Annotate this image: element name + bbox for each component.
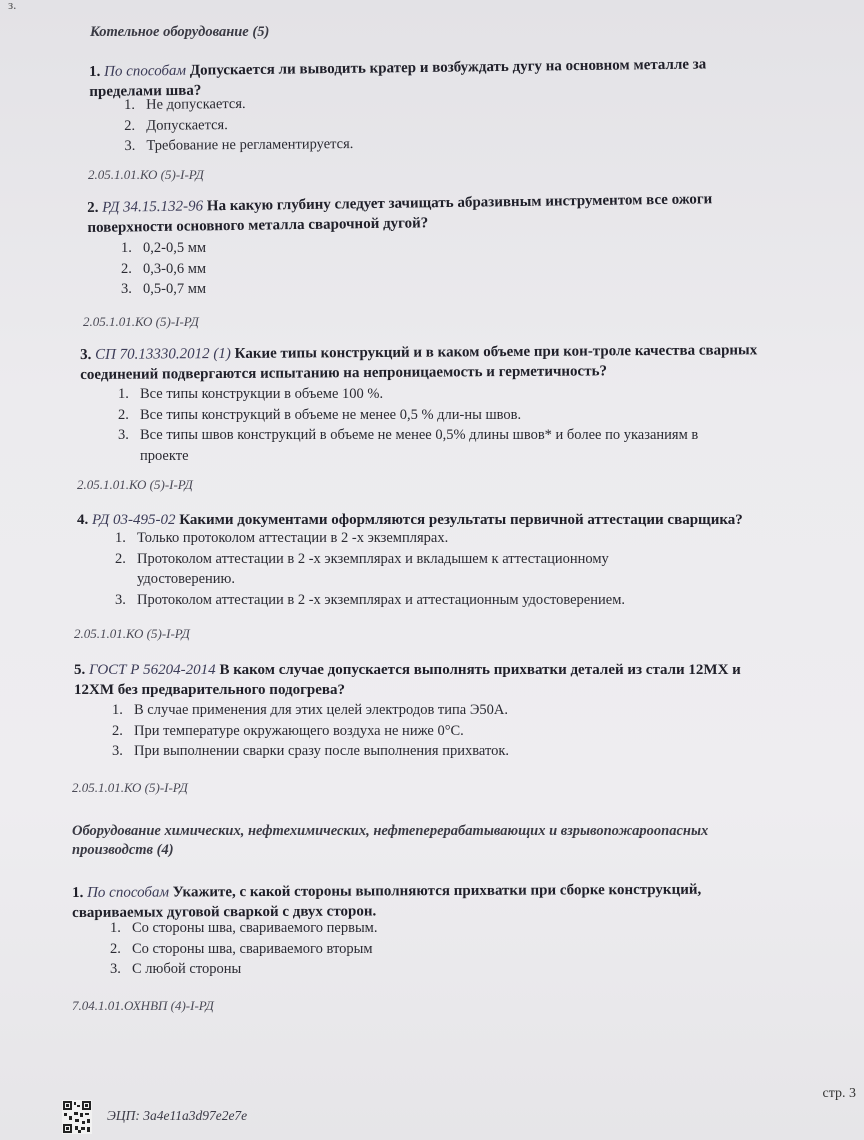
answer-options-q4: [115, 528, 815, 610]
answer-options-q3: [118, 384, 798, 466]
question-3: 3. СП 70.13330.2012 (1) Какие типы конструкций и в каком объеме при кон-троле качества сварных соединений подвергаются испытанию на непроницаемость и герметичность?: [80, 340, 820, 385]
question-reference: По способам: [87, 884, 170, 901]
answer-options-q6: [110, 918, 810, 980]
answer-option: 1. Все типы конструкции в объеме 100 %.: [118, 386, 384, 402]
answer-option: 3. Протоколом аттестации в 2 -х экземплярах и аттестационным удостоверением.: [115, 591, 625, 608]
section-title-chemical: Оборудование химических, нефтехимических, нефтеперерабатывающих и взрывопожароопасных производств (4): [72, 823, 709, 858]
answer-option: 2. Протоколом аттестации в 2 -х экземплярах и вкладышем к аттестационному удостоверению.: [115, 550, 609, 587]
qr-code-icon: [62, 1100, 92, 1134]
answer-option: 1. 0,2-0,5 мм: [121, 240, 207, 256]
answer-option: 2. Допускается.: [124, 116, 228, 134]
answer-option: 2. При температуре окружающего воздуха не ниже 0°С.: [112, 722, 464, 739]
question-reference: СП 70.13330.2012 (1): [95, 345, 231, 363]
question-text-cont: соединений подвергаются испытанию на непроницаемость и герметичность?: [80, 363, 608, 383]
answer-option: 3. Все типы швов конструкций в объеме не менее 0,5% длины швов* и более по указаниям в проекте: [118, 427, 699, 464]
question-text: Какими документами оформляются результаты первичной аттестации сварщика?: [179, 512, 743, 528]
question-reference: РД 34.15.132-96: [102, 198, 204, 216]
digital-signature: ЭЦП: 3a4e11a3d97e2e7e: [107, 1108, 248, 1123]
question-reference: По способам: [104, 62, 187, 80]
answer-option: 2. Все типы конструкций в объеме не менее 0,5 % дли-ны швов.: [118, 406, 522, 423]
corner-mark: з.: [8, 0, 17, 12]
question-reference: РД 03-495-02: [92, 512, 176, 528]
question-text-cont: поверхности основного металла сварочной дугой?: [87, 215, 429, 236]
answer-options-q5: [112, 700, 812, 762]
question-number: 1.: [89, 63, 101, 80]
question-code: 7.04.1.01.ОХНВП (4)-I-РД: [72, 998, 214, 1013]
question-5: 5. ГОСТ Р 56204-2014 В каком случае допускается выполнять прихватки деталей из стали 12МХ и 12ХМ без предварительного подогрева?: [74, 660, 834, 700]
page-number: стр. 3: [822, 1086, 856, 1101]
answer-option: 2. Со стороны шва, свариваемого вторым: [110, 940, 373, 957]
section-title-boiler: Котельное оборудование (5): [90, 24, 270, 40]
question-text-cont: свариваемых дуговой сваркой с двух сторон.: [72, 903, 377, 921]
answer-option: 1. Не допускается.: [124, 95, 246, 113]
question-4: 4. РД 03-495-02 Какими документами оформляются результаты первичной аттестации сварщика?: [77, 512, 743, 528]
answer-option: 3. При выполнении сварки сразу после выполнения прихваток.: [112, 743, 510, 759]
answer-options-q1: [124, 93, 353, 156]
answer-options-q2: [121, 238, 206, 300]
question-code: 2.05.1.01.КО (5)-I-РД: [74, 626, 190, 641]
answer-option: 2. 0,3-0,6 мм: [121, 260, 207, 277]
question-reference: ГОСТ Р 56204-2014: [89, 662, 216, 678]
question-text: Укажите, с какой стороны выполняются прихватки при сборке конструкций,: [172, 881, 702, 901]
question-text-cont: 12ХМ без предварительного подогрева?: [74, 682, 346, 698]
question-text-cont: пределами шва?: [89, 82, 202, 100]
question-code: 2.05.1.01.КО (5)-I-РД: [77, 477, 193, 492]
question-code: 2.05.1.01.КО (5)-I-РД: [88, 167, 204, 182]
question-code: 2.05.1.01.КО (5)-I-РД: [72, 780, 188, 795]
question-text: В каком случае допускается выполнять прихватки деталей из стали 12МХ и: [219, 662, 741, 678]
answer-option: 1. Со стороны шва, сваривaемого первым.: [110, 920, 378, 936]
answer-option: 1. Только протоколом аттестации в 2 -х экземплярах.: [115, 530, 449, 546]
answer-option: 3. Требование не регламентируется.: [124, 136, 354, 154]
question-6: 1. По способам Укажите, с какой стороны выполняются прихватки при сборке конструкций, свариваемых дуговой сваркой с двух сторон.: [72, 879, 832, 923]
question-code: 2.05.1.01.КО (5)-I-РД: [83, 314, 199, 329]
answer-option: 3. 0,5-0,7 мм: [121, 281, 207, 297]
question-text: Допускается ли выводить кратер и возбуждать дугу на основном металле за: [189, 56, 707, 79]
question-2: 2. РД 34.15.132-96 На какую глубину следует зачищать абразивным инструментом все ожоги поверхности основного металла сварочной дугой?: [87, 188, 787, 238]
answer-option: 3. С любой стороны: [110, 961, 242, 977]
answer-option: 1. В случае применения для этих целей электродов типа Э50А.: [112, 702, 509, 718]
question-text: Какие типы конструкций и в каком объеме при кон-троле качества сварных: [234, 342, 758, 362]
question-text: На какую глубину следует зачищать абразивным инструментом все ожоги: [206, 191, 713, 215]
